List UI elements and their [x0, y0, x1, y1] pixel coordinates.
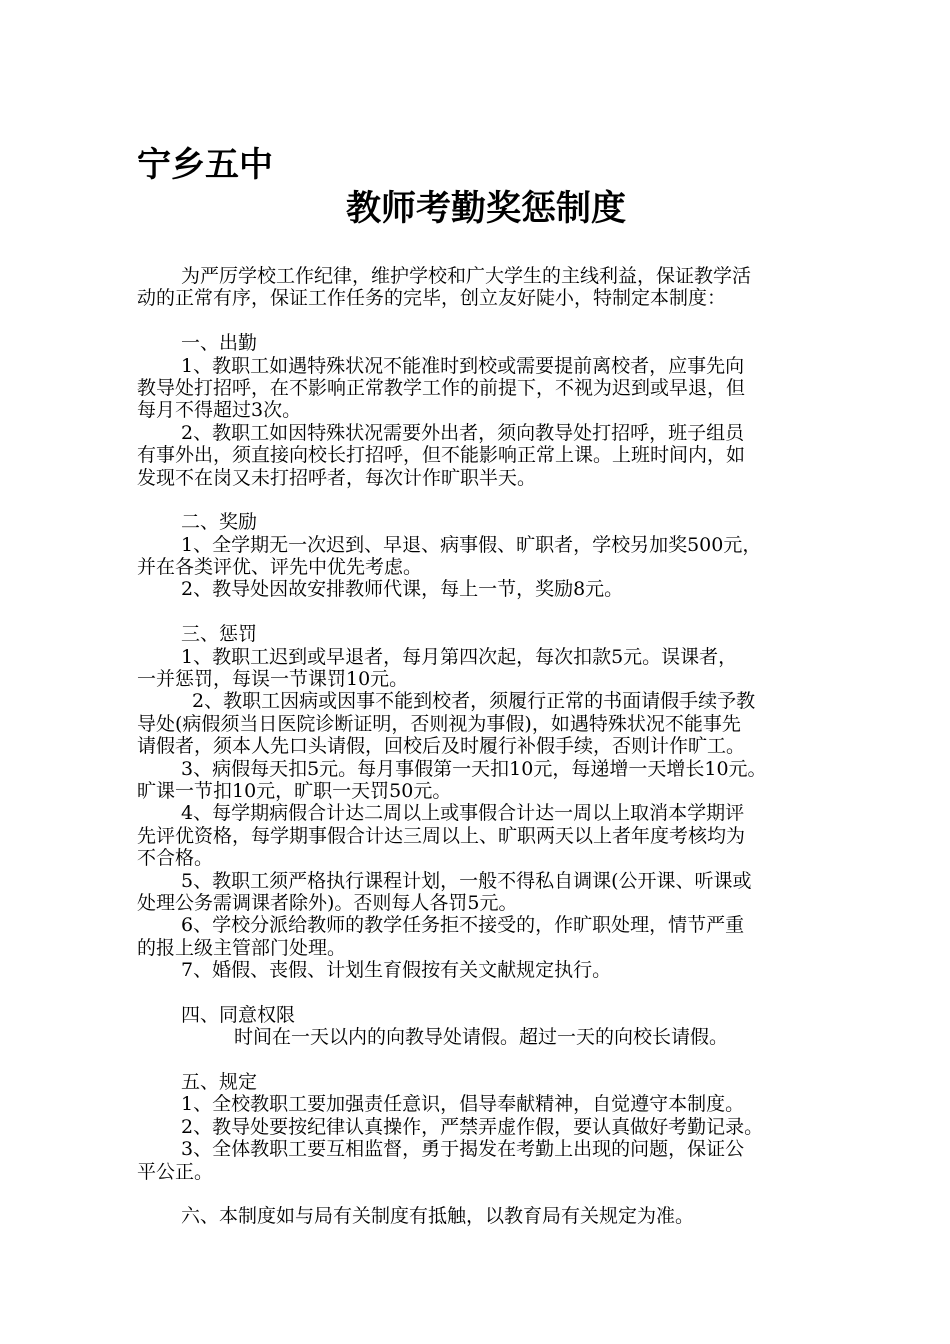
paragraph-line: 2、教导处要按纪律认真操作，严禁弄虚作假，要认真做好考勤记录。 [181, 1115, 764, 1138]
paragraph-line: 2、教职工因病或因事不能到校者，须履行正常的书面请假手续予教 [192, 690, 756, 713]
intro-line: 为严厉学校工作纪律，维护学校和广大学生的主线利益，保证教学活 [181, 265, 752, 287]
paragraph-line: 请假者，须本人先口头请假，回校后及时履行补假手续，否则计作旷工。 [137, 735, 746, 758]
paragraph-line: 每月不得超过3次。 [137, 399, 302, 422]
paragraph-line: 4、每学期病假合计达二周以上或事假合计达一周以上取消本学期评 [181, 802, 745, 825]
paragraph-line: 教导处打招呼，在不影响正常教学工作的前提下，不视为迟到或早退，但 [137, 376, 746, 399]
paragraph-line: 2、教职工如因特殊状况需要外出者，须向教导处打招呼，班子组员 [181, 421, 745, 444]
paragraph-line: 3、全体教职工要互相监督，勇于揭发在考勤上出现的问题，保证公 [181, 1138, 745, 1161]
paragraph-line: 1、教职工迟到或早退者，每月第四次起，每次扣款5元。误课者， [181, 645, 738, 668]
paragraph-line: 的报上级主管部门处理。 [137, 936, 347, 959]
intro-line: 动的正常有序，保证工作任务的完毕，创立友好陡小，特制定本制度： [137, 287, 727, 310]
paragraph-line: 7、婚假、丧假、计划生育假按有关文献规定执行。 [181, 959, 612, 982]
paragraph-line: 一并惩罚，每误一节课罚10元。 [137, 668, 409, 691]
paragraph-line: 先评优资格，每学期事假合计达三周以上、旷职两天以上者年度考核均为 [137, 824, 746, 847]
paragraph-line: 有事外出，须直接向校长打招呼，但不能影响正常上课。上班时间内，如 [137, 444, 746, 467]
paragraph-line: 发现不在岗又未打招呼者，每次计作旷职半天。 [137, 466, 537, 489]
paragraph-line: 2、教导处因故安排教师代课，每上一节，奖励8元。 [181, 578, 624, 601]
paragraph-line: 1、全校教职工要加强责任意识，倡导奉献精神，自觉遵守本制度。 [181, 1093, 745, 1116]
paragraph-line: 导处(病假须当日医院诊断证明，否则视为事假)，如遇特殊状况不能事先 [137, 712, 741, 735]
paragraph-line: 平公正。 [137, 1160, 214, 1183]
paragraph-line: 处理公务需调课者除外)。否则每人各罚5元。 [137, 891, 518, 914]
section-heading-attendance: 一、出勤 [181, 332, 258, 355]
paragraph-line: 1、教职工如遇特殊状况不能准时到校或需要提前离校者，应事先向 [181, 354, 745, 377]
section-heading-rewards: 二、奖励 [181, 511, 258, 534]
section-heading-rules: 五、规定 [181, 1071, 258, 1094]
section-heading-approval: 四、同意权限 [181, 1003, 296, 1026]
section-heading-penalties: 三、惩罚 [181, 623, 258, 646]
paragraph-line: 不合格。 [137, 847, 214, 870]
document-title: 教师考勤奖惩制度 [346, 189, 627, 229]
paragraph-line: 6、学校分派给教师的教学任务拒不接受的，作旷职处理，情节严重 [181, 914, 745, 937]
section-final-line: 六、本制度如与局有关制度有抵触，以教育局有关规定为准。 [181, 1205, 695, 1228]
document-body [137, 265, 877, 1228]
paragraph-line: 旷课一节扣10元，旷职一天罚50元。 [137, 779, 452, 802]
paragraph-line: 并在各类评优、评先中优先考虑。 [137, 556, 423, 579]
paragraph-line: 时间在一天以内的向教导处请假。超过一天的向校长请假。 [234, 1026, 729, 1049]
paragraph-line: 3、病假每天扣5元。每月事假第一天扣10元，每递增一天增长10元。 [181, 757, 767, 780]
school-name: 宁乡五中 [137, 145, 273, 185]
paragraph-line: 5、教职工须严格执行课程计划，一般不得私自调课(公开课、听课或 [181, 869, 752, 892]
paragraph-line: 1、全学期无一次迟到、早退、病事假、旷职者，学校另加奖500元， [181, 533, 762, 556]
